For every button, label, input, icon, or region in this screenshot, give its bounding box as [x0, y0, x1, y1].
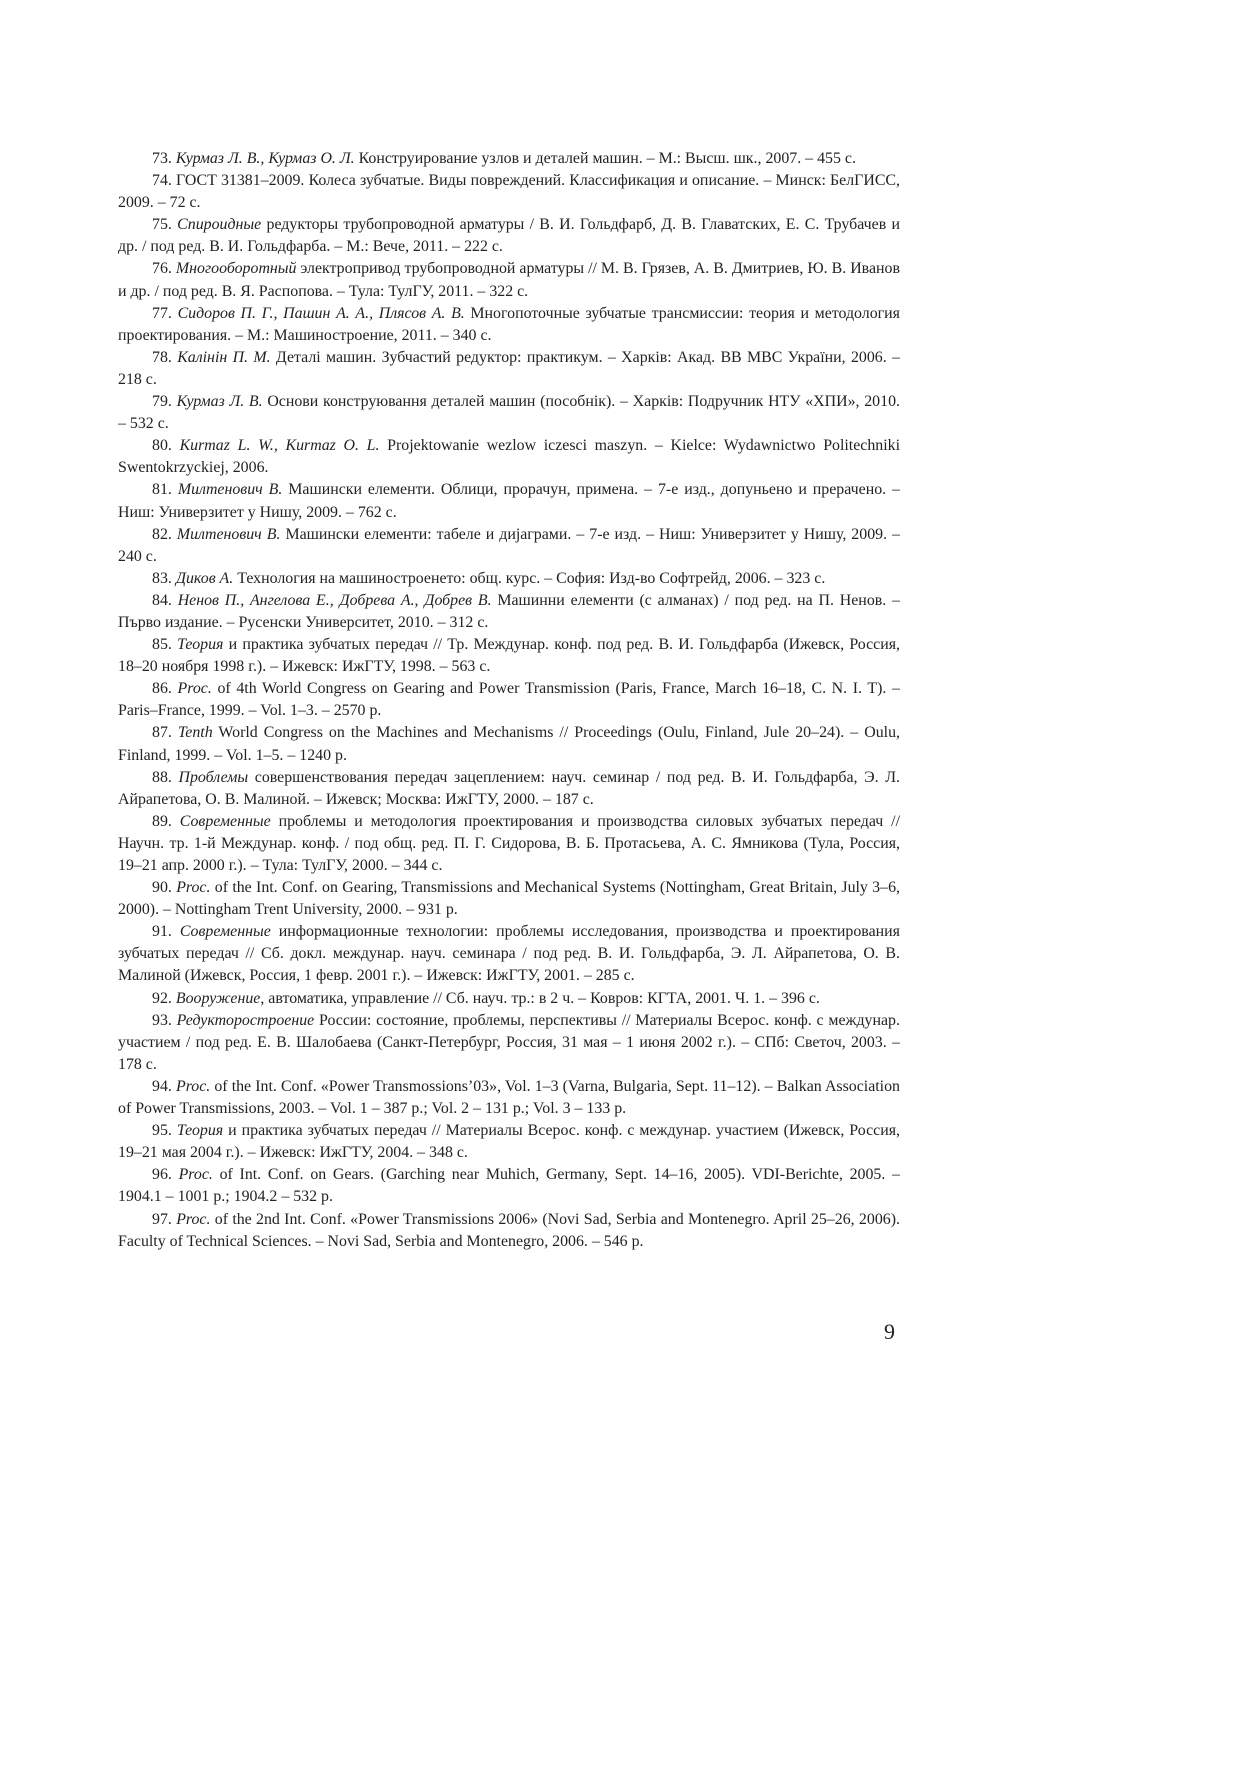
reference-number: 92.	[152, 989, 172, 1007]
reference-number: 91.	[152, 923, 172, 941]
reference-text: Projektowanie wezlow iczesci maszyn. – Kielce: Wydawnictwo Politechniki Swentokrzyckiej, 2006.	[118, 437, 900, 477]
reference-text: информационные технологии: проблемы исследования, производства и проектирования зубчатых передач // Сб. докл. междунар. науч. семинара / под ред. В. И. Гольдфарба, Э. Л. Айрапетова, О. В. Малиной (Ижевск, Россия, 1 февр. 2001 г.). – Ижевск: ИжГТУ, 2001. – 285 с.	[118, 923, 900, 985]
reference-number: 90.	[152, 879, 172, 897]
reference-text: World Congress on the Machines and Mechanisms // Proceedings (Oulu, Finland, Jule 20–24). – Oulu, Finland, 1999. – Vol. 1–5. – 1240 p.	[118, 724, 900, 764]
reference-number: 74.	[152, 172, 172, 190]
reference-number: 82.	[152, 525, 172, 543]
reference-text: of the Int. Conf. on Gearing, Transmissions and Mechanical Systems (Nottingham, Great Britain, July 3–6, 2000). – Nottingham Trent University, 2000. – 931 p.	[118, 879, 900, 919]
reference-author: Сидоров П. Г., Пашин А. А., Плясов А. В.	[177, 304, 465, 322]
reference-author: Kurmaz L. W., Kurmaz O. L.	[179, 437, 380, 455]
reference-text: Технология на машиностроенето: общ. курс. – София: Изд-во Софтрейд, 2006. – 323 с.	[233, 569, 826, 587]
reference-item	[118, 524, 900, 568]
reference-item	[118, 1209, 900, 1253]
reference-number: 97.	[152, 1210, 172, 1228]
reference-number: 76.	[152, 260, 172, 278]
reference-text: редукторы трубопроводной арматуры / В. И. Гольдфарб, Д. В. Главатских, Е. С. Трубачев и др. / под ред. В. И. Гольдфарба. – М.: Вече, 2011. – 222 с.	[118, 216, 900, 256]
reference-text: , автоматика, управление // Сб. науч. тр.: в 2 ч. – Ковров: КГТА, 2001. Ч. 1. – 396 с.	[260, 989, 820, 1007]
reference-author: Проблемы	[178, 768, 249, 786]
reference-item	[118, 170, 900, 214]
reference-number: 84.	[152, 591, 172, 609]
reference-author: Многооборотный	[175, 260, 297, 278]
reference-number: 80.	[152, 437, 172, 455]
reference-item	[118, 1164, 900, 1208]
reference-text: ГОСТ 31381–2009. Колеса зубчатые. Виды повреждений. Классификация и описание. – Минск: БелГИСС, 2009. – 72 с.	[118, 172, 900, 212]
reference-item	[118, 767, 900, 811]
reference-number: 73.	[152, 150, 172, 167]
reference-number: 95.	[152, 1122, 172, 1140]
reference-text: проблемы и методология проектирования и производства силовых зубчатых передач // Научн. тр. 1-й Междунар. конф. / под общ. ред. П. Г. Сидорова, В. Б. Протасьева, А. С. Ямникова (Тула, Россия, 19–21 апр. 2000 г.). – Тула: ТулГУ, 2000. – 344 с.	[118, 812, 900, 874]
reference-author: Современные	[179, 923, 271, 941]
reference-item	[118, 921, 900, 987]
reference-author: Proc.	[178, 1166, 213, 1184]
reference-item	[118, 347, 900, 391]
reference-number: 78.	[152, 348, 172, 366]
reference-author: Калінін П. М.	[177, 348, 271, 366]
reference-author: Редукторостроение	[176, 1011, 315, 1029]
reference-number: 77.	[152, 304, 172, 322]
reference-text: Машински елементи: табеле и дијаграми. – 7-е изд. – Ниш: Универзитет у Нишу, 2009. – 240 с.	[118, 525, 900, 565]
reference-list	[118, 148, 900, 1253]
reference-text: Деталі машин. Зубчастий редуктор: практикум. – Харків: Акад. ВВ МВС України, 2006. – 218 с.	[118, 348, 900, 388]
reference-item	[118, 391, 900, 435]
reference-item	[118, 590, 900, 634]
reference-author: Современные	[179, 812, 271, 830]
reference-item	[118, 722, 900, 766]
reference-author: Ненов П., Ангелова Е., Добрева А., Добрев В.	[177, 591, 492, 609]
reference-author: Tenth	[177, 724, 213, 742]
reference-item	[118, 678, 900, 722]
reference-number: 79.	[152, 393, 172, 411]
reference-author: Вооружение	[175, 989, 261, 1007]
reference-item	[118, 1010, 900, 1076]
reference-number: 86.	[152, 680, 172, 698]
reference-text: of the Int. Conf. «Power Transmossions’03», Vol. 1–3 (Varna, Bulgaria, Sept. 11–12). – Balkan Association of Power Transmissions, 2003. – Vol. 1 – 387 p.; Vol. 2 – 131 p.; Vol. 3 – 133 p.	[118, 1077, 900, 1118]
reference-text: совершенствования передач зацеплением: науч. семинар / под ред. В. И. Гольдфарба, Э. Л. Айрапетова, О. В. Малиной. – Ижевск; Москва: ИжГТУ, 2000. – 187 с.	[118, 768, 900, 808]
reference-text: Машинни елементи (с алманах) / под ред. на П. Ненов. – Първо издание. – Русенски Университет, 2010. – 312 с.	[118, 591, 900, 631]
reference-author: Теория	[177, 636, 224, 654]
reference-number: 87.	[152, 724, 172, 742]
reference-item	[118, 811, 900, 877]
reference-author: Proc.	[177, 680, 212, 698]
reference-text: электропривод трубопроводной арматуры // М. В. Грязев, А. В. Дмитриев, Ю. В. Иванов и др. / под ред. В. Я. Распопова. – Тула: ТулГУ, 2011. – 322 с.	[118, 260, 900, 300]
reference-item	[118, 303, 900, 347]
reference-text: of Int. Conf. on Gears. (Garching near Muhich, Germany, Sept. 14–16, 2005). VDI-Berichte, 2005. – 1904.1 – 1001 p.; 1904.2 – 532 p.	[118, 1166, 900, 1206]
reference-author: Курмаз Л. В.	[176, 393, 263, 411]
reference-author: Теория	[176, 1122, 224, 1140]
reference-item	[118, 568, 900, 590]
reference-number: 81.	[152, 481, 172, 499]
reference-item	[118, 479, 900, 523]
reference-text: Конструирование узлов и деталей машин. – М.: Высш. шк., 2007. – 455 с.	[354, 150, 856, 167]
reference-author: Милтенович В.	[177, 481, 283, 499]
reference-number: 94.	[152, 1077, 172, 1095]
reference-item	[118, 988, 900, 1010]
reference-text: и практика зубчатых передач // Материалы Всерос. конф. с междунар. участием (Ижевск, Россия, 19–21 мая 2004 г.). – Ижевск: ИжГТУ, 2004. – 348 с.	[118, 1122, 900, 1162]
reference-number: 89.	[152, 812, 172, 830]
reference-text: Многопоточные зубчатые трансмиссии: теория и методология проектирования. – М.: Машиностроение, 2011. – 340 с.	[118, 304, 900, 344]
reference-item	[118, 634, 900, 678]
reference-item	[118, 258, 900, 302]
reference-author: Диков А.	[175, 569, 234, 587]
reference-author: Милтенович В.	[176, 525, 281, 543]
reference-number: 88.	[152, 768, 172, 786]
reference-text: России: состояние, проблемы, перспективы // Материалы Всерос. конф. с междунар. участием / под ред. Е. В. Шалобаева (Санкт-Петербург, Россия, 31 мая – 1 июня 2002 г.). – СПб: Светоч, 2003. – 178 с.	[118, 1011, 900, 1073]
reference-text: и практика зубчатых передач // Тр. Междунар. конф. под ред. В. И. Гольдфарба (Ижевск, Россия, 18–20 ноября 1998 г.). – Ижевск: ИжГТУ, 1998. – 563 с.	[118, 636, 900, 676]
reference-author: Спироидные	[177, 216, 262, 234]
reference-number: 75.	[152, 216, 172, 234]
reference-item	[118, 1120, 900, 1164]
reference-author: Курмаз Л. В., Курмаз О. Л.	[175, 150, 355, 167]
reference-number: 93.	[152, 1011, 172, 1029]
reference-item	[118, 1076, 900, 1120]
reference-number: 83.	[152, 569, 172, 587]
reference-item	[118, 877, 900, 921]
reference-author: Proc.	[176, 1210, 211, 1228]
reference-text: Основи конструювання деталей машин (пособнік). – Харків: Подручник НТУ «ХПИ», 2010. – 532 с.	[118, 393, 900, 433]
reference-item	[118, 214, 900, 258]
reference-number: 96.	[152, 1166, 172, 1184]
reference-item	[118, 148, 900, 170]
page-number: 9	[884, 1319, 895, 1344]
reference-text: Машински елементи. Облици, прорачун, примена. – 7-е изд., допуньено и прерачено. – Ниш: Универзитет у Нишу, 2009. – 762 с.	[118, 481, 901, 521]
reference-list-page	[118, 148, 900, 1253]
reference-text: of the 2nd Int. Conf. «Power Transmissions 2006» (Novi Sad, Serbia and Montenegro. April 25–26, 2006). Faculty of Technical Sciences. – Novi Sad, Serbia and Montenegro, 2006. – 546 p.	[118, 1210, 900, 1250]
reference-text: of 4th World Congress on Gearing and Power Transmission (Paris, France, March 16–18, C. N. I. T). – Paris–France, 1999. – Vol. 1–3. – 2570 p.	[118, 680, 900, 720]
reference-number: 85.	[152, 636, 172, 654]
reference-author: Proc.	[176, 879, 211, 897]
reference-author: Proc.	[175, 1077, 211, 1095]
reference-item	[118, 435, 900, 479]
